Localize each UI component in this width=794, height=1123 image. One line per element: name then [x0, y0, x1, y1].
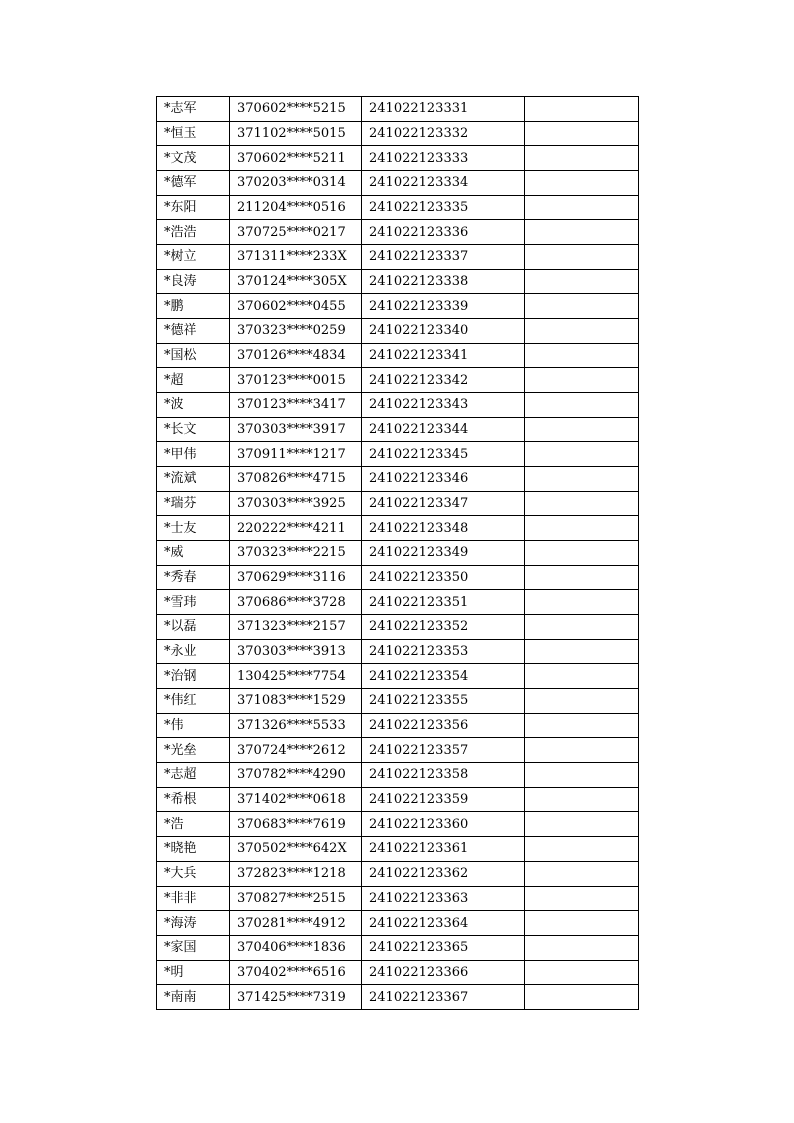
table-row	[157, 294, 639, 319]
name-cell: *甲伟	[157, 442, 230, 467]
table-row	[157, 812, 639, 837]
certificate-number-cell: 241022123347	[362, 491, 525, 516]
name-cell: *士友	[157, 516, 230, 541]
note-cell	[525, 121, 639, 146]
note-cell	[525, 689, 639, 714]
id-number-cell: 371102****5015	[230, 121, 362, 146]
certificate-number-cell: 241022123354	[362, 664, 525, 689]
certificate-number-cell: 241022123344	[362, 417, 525, 442]
certificate-number-cell: 241022123336	[362, 220, 525, 245]
note-cell	[525, 417, 639, 442]
name-cell: *长文	[157, 417, 230, 442]
note-cell	[525, 763, 639, 788]
id-number-cell: 370602****0455	[230, 294, 362, 319]
table-row	[157, 615, 639, 640]
name-cell: *非非	[157, 886, 230, 911]
note-cell	[525, 664, 639, 689]
id-number-cell: 370724****2612	[230, 738, 362, 763]
id-number-cell: 211204****0516	[230, 195, 362, 220]
name-cell: *瑞芬	[157, 491, 230, 516]
certificate-number-cell: 241022123346	[362, 467, 525, 492]
table-row	[157, 343, 639, 368]
id-number-cell: 371326****5533	[230, 713, 362, 738]
id-number-cell: 370686****3728	[230, 590, 362, 615]
id-number-cell: 370782****4290	[230, 763, 362, 788]
note-cell	[525, 812, 639, 837]
note-cell	[525, 516, 639, 541]
certificate-number-cell: 241022123361	[362, 837, 525, 862]
table-row	[157, 960, 639, 985]
table-row	[157, 738, 639, 763]
certificate-number-cell: 241022123340	[362, 319, 525, 344]
name-cell: *鹏	[157, 294, 230, 319]
name-cell: *明	[157, 960, 230, 985]
note-cell	[525, 911, 639, 936]
note-cell	[525, 319, 639, 344]
name-cell: *超	[157, 368, 230, 393]
id-number-cell: 370303****3925	[230, 491, 362, 516]
id-number-cell: 371402****0618	[230, 787, 362, 812]
table-row	[157, 886, 639, 911]
name-cell: *治钢	[157, 664, 230, 689]
certificate-number-cell: 241022123353	[362, 639, 525, 664]
name-cell: *德祥	[157, 319, 230, 344]
table-row	[157, 590, 639, 615]
name-cell: *大兵	[157, 861, 230, 886]
name-cell: *国松	[157, 343, 230, 368]
id-number-cell: 370911****1217	[230, 442, 362, 467]
certificate-number-cell: 241022123351	[362, 590, 525, 615]
certificate-number-cell: 241022123358	[362, 763, 525, 788]
certificate-number-cell: 241022123339	[362, 294, 525, 319]
id-number-cell: 370126****4834	[230, 343, 362, 368]
table-row	[157, 565, 639, 590]
name-cell: *永业	[157, 639, 230, 664]
note-cell	[525, 393, 639, 418]
note-cell	[525, 541, 639, 566]
table-row	[157, 368, 639, 393]
certificate-number-cell: 241022123366	[362, 960, 525, 985]
note-cell	[525, 960, 639, 985]
name-cell: *秀春	[157, 565, 230, 590]
table-row	[157, 837, 639, 862]
id-number-cell: 371083****1529	[230, 689, 362, 714]
name-cell: *浩浩	[157, 220, 230, 245]
certificate-number-cell: 241022123362	[362, 861, 525, 886]
note-cell	[525, 220, 639, 245]
name-cell: *志超	[157, 763, 230, 788]
id-number-cell: 370827****2515	[230, 886, 362, 911]
table-row	[157, 911, 639, 936]
table-row	[157, 713, 639, 738]
table-row	[157, 689, 639, 714]
roster-table-body	[157, 97, 639, 1010]
table-row	[157, 319, 639, 344]
id-number-cell: 370323****2215	[230, 541, 362, 566]
id-number-cell: 370629****3116	[230, 565, 362, 590]
note-cell	[525, 590, 639, 615]
name-cell: *文茂	[157, 146, 230, 171]
id-number-cell: 371311****233X	[230, 245, 362, 270]
table-row	[157, 442, 639, 467]
name-cell: *家国	[157, 935, 230, 960]
name-cell: *以磊	[157, 615, 230, 640]
table-row	[157, 467, 639, 492]
note-cell	[525, 343, 639, 368]
certificate-number-cell: 241022123341	[362, 343, 525, 368]
note-cell	[525, 195, 639, 220]
certificate-number-cell: 241022123363	[362, 886, 525, 911]
note-cell	[525, 565, 639, 590]
id-number-cell: 372823****1218	[230, 861, 362, 886]
certificate-number-cell: 241022123355	[362, 689, 525, 714]
certificate-number-cell: 241022123333	[362, 146, 525, 171]
id-number-cell: 370602****5215	[230, 97, 362, 122]
certificate-number-cell: 241022123331	[362, 97, 525, 122]
note-cell	[525, 442, 639, 467]
note-cell	[525, 146, 639, 171]
name-cell: *德军	[157, 171, 230, 196]
id-number-cell: 371323****2157	[230, 615, 362, 640]
certificate-number-cell: 241022123345	[362, 442, 525, 467]
note-cell	[525, 245, 639, 270]
table-row	[157, 417, 639, 442]
name-cell: *东阳	[157, 195, 230, 220]
table-row	[157, 664, 639, 689]
table-row	[157, 787, 639, 812]
note-cell	[525, 639, 639, 664]
table-row	[157, 171, 639, 196]
note-cell	[525, 886, 639, 911]
name-cell: *南南	[157, 985, 230, 1010]
name-cell: *良涛	[157, 269, 230, 294]
name-cell: *恒玉	[157, 121, 230, 146]
id-number-cell: 371425****7319	[230, 985, 362, 1010]
table-row	[157, 491, 639, 516]
table-row	[157, 195, 639, 220]
certificate-number-cell: 241022123357	[362, 738, 525, 763]
table-row	[157, 121, 639, 146]
id-number-cell: 370124****305X	[230, 269, 362, 294]
certificate-number-cell: 241022123359	[362, 787, 525, 812]
table-row	[157, 220, 639, 245]
certificate-number-cell: 241022123349	[362, 541, 525, 566]
name-cell: *雪玮	[157, 590, 230, 615]
note-cell	[525, 861, 639, 886]
table-row	[157, 516, 639, 541]
certificate-number-cell: 241022123364	[362, 911, 525, 936]
name-cell: *光垒	[157, 738, 230, 763]
certificate-number-cell: 241022123338	[362, 269, 525, 294]
note-cell	[525, 985, 639, 1010]
certificate-number-cell: 241022123334	[362, 171, 525, 196]
table-row	[157, 541, 639, 566]
name-cell: *志军	[157, 97, 230, 122]
certificate-number-cell: 241022123337	[362, 245, 525, 270]
id-number-cell: 370303****3917	[230, 417, 362, 442]
table-row	[157, 97, 639, 122]
certificate-number-cell: 241022123365	[362, 935, 525, 960]
name-cell: *伟	[157, 713, 230, 738]
id-number-cell: 370203****0314	[230, 171, 362, 196]
id-number-cell: 370123****0015	[230, 368, 362, 393]
roster-table	[156, 96, 639, 1010]
certificate-number-cell: 241022123348	[362, 516, 525, 541]
name-cell: *流斌	[157, 467, 230, 492]
note-cell	[525, 713, 639, 738]
id-number-cell: 370281****4912	[230, 911, 362, 936]
name-cell: *波	[157, 393, 230, 418]
note-cell	[525, 368, 639, 393]
note-cell	[525, 787, 639, 812]
name-cell: *晓艳	[157, 837, 230, 862]
id-number-cell: 220222****4211	[230, 516, 362, 541]
id-number-cell: 370406****1836	[230, 935, 362, 960]
name-cell: *海涛	[157, 911, 230, 936]
certificate-number-cell: 241022123342	[362, 368, 525, 393]
table-row	[157, 146, 639, 171]
table-row	[157, 935, 639, 960]
table-row	[157, 639, 639, 664]
name-cell: *威	[157, 541, 230, 566]
certificate-number-cell: 241022123350	[362, 565, 525, 590]
table-row	[157, 393, 639, 418]
name-cell: *希根	[157, 787, 230, 812]
note-cell	[525, 935, 639, 960]
id-number-cell: 370725****0217	[230, 220, 362, 245]
table-row	[157, 763, 639, 788]
note-cell	[525, 171, 639, 196]
id-number-cell: 370123****3417	[230, 393, 362, 418]
certificate-number-cell: 241022123332	[362, 121, 525, 146]
certificate-number-cell: 241022123356	[362, 713, 525, 738]
id-number-cell: 370402****6516	[230, 960, 362, 985]
note-cell	[525, 738, 639, 763]
certificate-number-cell: 241022123335	[362, 195, 525, 220]
id-number-cell: 370602****5211	[230, 146, 362, 171]
id-number-cell: 370323****0259	[230, 319, 362, 344]
table-row	[157, 861, 639, 886]
name-cell: *树立	[157, 245, 230, 270]
certificate-number-cell: 241022123367	[362, 985, 525, 1010]
certificate-number-cell: 241022123352	[362, 615, 525, 640]
name-cell: *浩	[157, 812, 230, 837]
id-number-cell: 130425****7754	[230, 664, 362, 689]
note-cell	[525, 467, 639, 492]
table-row	[157, 245, 639, 270]
note-cell	[525, 837, 639, 862]
note-cell	[525, 615, 639, 640]
note-cell	[525, 97, 639, 122]
id-number-cell: 370826****4715	[230, 467, 362, 492]
certificate-number-cell: 241022123343	[362, 393, 525, 418]
certificate-number-cell: 241022123360	[362, 812, 525, 837]
table-row	[157, 269, 639, 294]
table-row	[157, 985, 639, 1010]
note-cell	[525, 269, 639, 294]
note-cell	[525, 294, 639, 319]
id-number-cell: 370303****3913	[230, 639, 362, 664]
name-cell: *伟红	[157, 689, 230, 714]
id-number-cell: 370683****7619	[230, 812, 362, 837]
id-number-cell: 370502****642X	[230, 837, 362, 862]
note-cell	[525, 491, 639, 516]
